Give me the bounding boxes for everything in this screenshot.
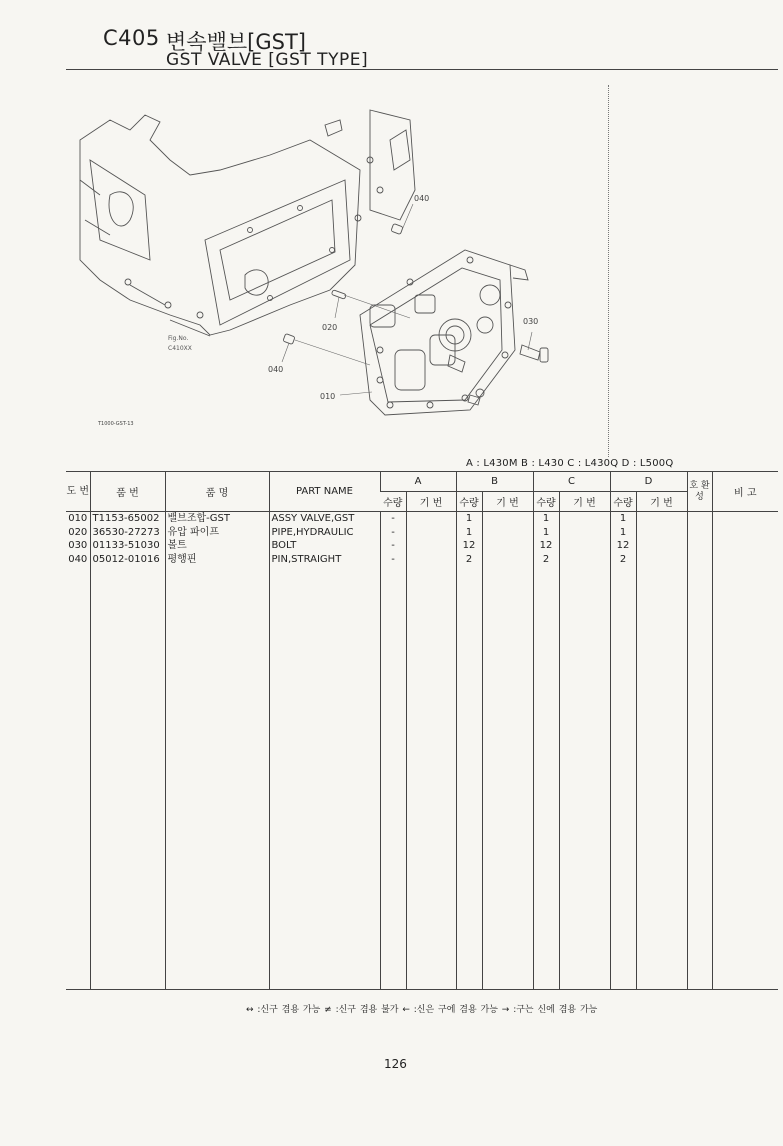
row-part-name: PIN,STRAIGHT: [269, 553, 380, 567]
row-no: 040: [68, 553, 88, 565]
exploded-parts-diagram: [70, 100, 550, 440]
callout-leaders: [282, 204, 532, 395]
callout-020: 020: [322, 323, 338, 332]
row-part-no: 01133-51030: [90, 539, 165, 553]
header-model-a: A: [380, 472, 456, 492]
row-qty-d: 2: [610, 553, 636, 567]
row-qty-d: 1: [610, 512, 636, 526]
page-number: 126: [384, 1057, 407, 1071]
row-part-name: BOLT: [269, 539, 380, 553]
model-legend: A : L430M B : L430 C : L430Q D : L500Q: [466, 458, 674, 469]
callout-010: 010: [320, 392, 336, 401]
page-title-korean: 변속밸브[GST]: [166, 30, 306, 54]
row-qty-b: 12: [456, 539, 482, 553]
header-name-korean: 품 명: [165, 472, 269, 512]
header-model-d: D: [610, 472, 687, 492]
row-part-no: 36530-27273: [90, 526, 165, 540]
row-qty-a: -: [380, 539, 406, 553]
table-row: [66, 512, 778, 526]
row-part-no: T1153-65002: [90, 512, 165, 526]
row-qty-a: -: [380, 512, 406, 526]
row-part-name: ASSY VALVE,GST: [269, 512, 380, 526]
header-part-name: PART NAME: [269, 472, 380, 512]
header-code-d: 기 번: [636, 492, 687, 512]
table-row: [66, 539, 778, 553]
gst-valve-assembly-drawing: [360, 250, 528, 415]
row-qty-b: 1: [456, 526, 482, 540]
row-no: 030: [68, 540, 88, 551]
compatibility-legend: ↔ :신구 겸용 가능 ≠ :신구 겸용 불가 ← :신은 구에 겸용 가능 → :구는 신에 겸용 가능: [246, 1005, 598, 1015]
row-qty-b: 2: [456, 553, 482, 567]
header-model-c: C: [533, 472, 610, 492]
header-compatibility: 호 환 성: [687, 472, 712, 512]
row-no: 020: [68, 526, 88, 538]
callout-040-bottom: 040: [268, 365, 284, 374]
header-qty-a: 수량: [380, 492, 406, 512]
table-row: [66, 526, 778, 540]
row-name-ko: 밸브조합-GST: [165, 512, 269, 526]
row-qty-d: 12: [610, 539, 636, 553]
transmission-housing-drawing: [80, 110, 415, 352]
row-qty-c: 1: [533, 526, 559, 540]
fig-ref-label: Fig.No.: [168, 335, 189, 342]
header-model-b: B: [456, 472, 533, 492]
table-row: [66, 553, 778, 567]
header-drawing-no: 도 번: [66, 472, 90, 512]
header-part-no: 품 번: [90, 472, 165, 512]
header-qty-b: 수량: [456, 492, 482, 512]
page-code: C405: [103, 26, 160, 50]
row-qty-c: 1: [533, 512, 559, 526]
row-qty-d: 1: [610, 526, 636, 540]
title-divider: [66, 69, 778, 70]
row-name-ko: 평행핀: [165, 553, 269, 567]
callout-030: 030: [523, 317, 539, 326]
row-qty-c: 2: [533, 553, 559, 567]
table-empty-space: [66, 566, 778, 989]
header-code-c: 기 번: [559, 492, 610, 512]
fig-ref-code: C410XX: [168, 345, 192, 352]
header-remarks: 비 고: [712, 472, 778, 512]
callout-040-top: 040: [414, 194, 430, 203]
row-part-no: 05012-01016: [90, 553, 165, 567]
header-code-b: 기 번: [482, 492, 533, 512]
row-qty-b: 1: [456, 512, 482, 526]
header-qty-c: 수량: [533, 492, 559, 512]
header-qty-d: 수량: [610, 492, 636, 512]
parts-table: [66, 471, 778, 990]
row-part-name: PIPE,HYDRAULIC: [269, 526, 380, 540]
loose-parts-drawing: [283, 224, 548, 397]
diagram-boundary-line: [608, 85, 609, 457]
page-title-english: GST VALVE [GST TYPE]: [166, 50, 369, 70]
row-name-ko: 볼트: [165, 539, 269, 553]
row-qty-a: -: [380, 553, 406, 567]
header-code-a: 기 번: [406, 492, 456, 512]
row-no: 010: [68, 513, 88, 524]
row-name-ko: 유압 파이프: [165, 526, 269, 540]
row-qty-a: -: [380, 526, 406, 540]
diagram-image-code: T1000-GST-13: [98, 421, 134, 427]
row-qty-c: 12: [533, 539, 559, 553]
